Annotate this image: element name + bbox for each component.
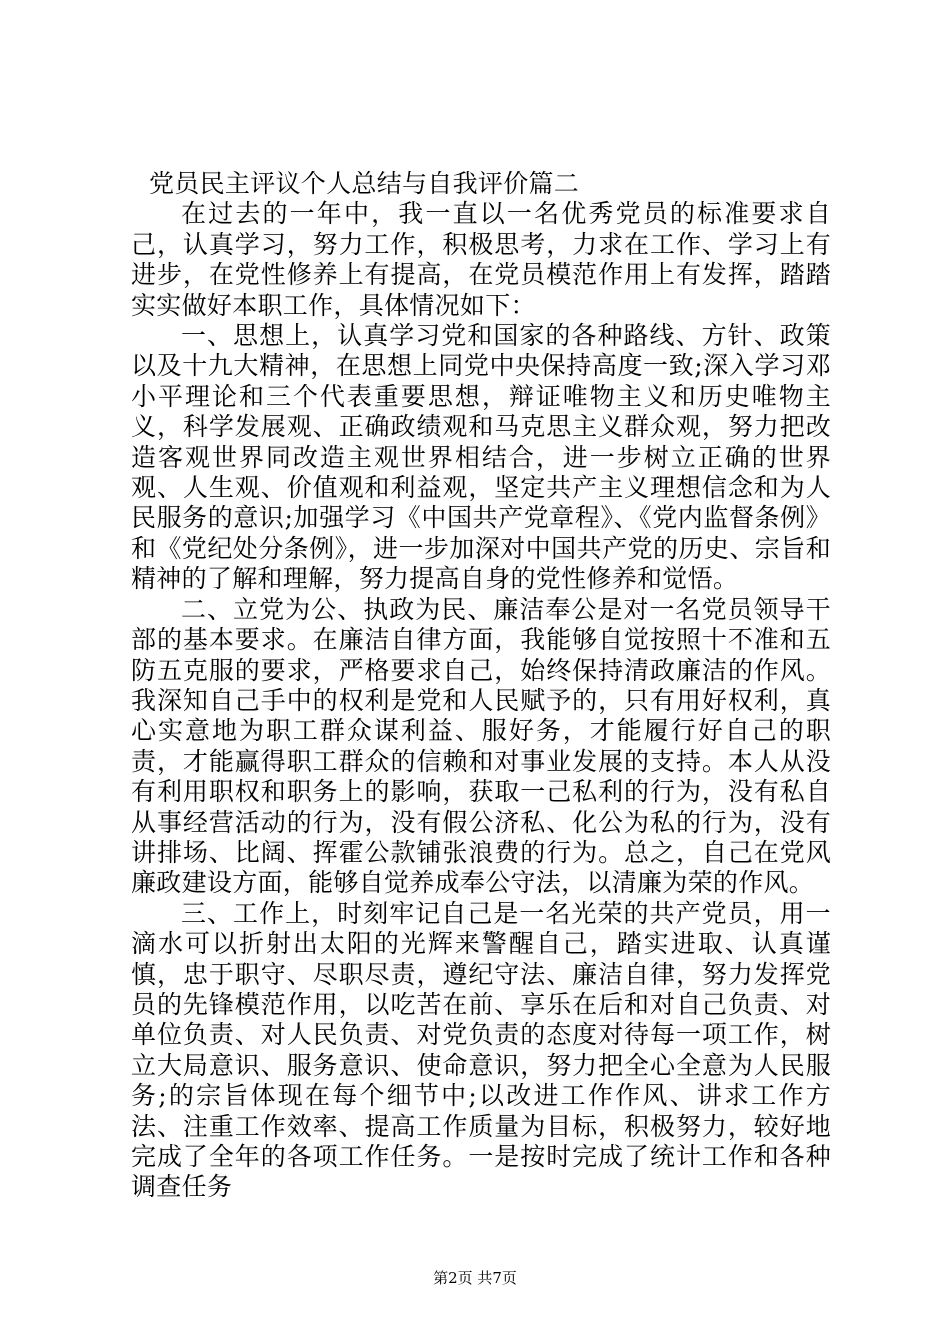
page-number-footer: 第2页 共7页 — [433, 1269, 517, 1287]
paragraph-integrity: 二、立党为公、执政为民、廉洁奉公是对一名党员领导干部的基本要求。在廉洁自律方面，我能够自觉按照十不准和五防五克服的要求，严格要求自己，始终保持清政廉洁的作风。我深知自己手中的权利是党和人民赋予的，只有用好权利，真心实意地为职工群众谋利益、服好务，才能履行好自己的职责，才能赢得职工群众的信赖和对事业发展的支持。本人从没有利用职权和职务上的影响，获取一己私利的行为，没有私自从事经营活动的行为，没有假公济私、化公为私的行为，没有讲排场、比阔、挥霍公款铺张浪费的行为。总之，自己在党风廉政建设方面，能够自觉养成奉公守法，以清廉为荣的作风。 — [131, 594, 831, 898]
paragraph-ideology: 一、思想上，认真学习党和国家的各种路线、方针、政策以及十九大精神，在思想上同党中央保持高度一致;深入学习邓小平理论和三个代表重要思想，辩证唯物主义和历史唯物主义，科学发展观、正确政绩观和马克思主义群众观，努力把改造客观世界同改造主观世界相结合，进一步树立正确的世界观、人生观、价值观和利益观，坚定共产主义理想信念和为人民服务的意识;加强学习《中国共产党章程》、《党内监督条例》和《党纪处分条例》，进一步加深对中国共产党的历史、宗旨和精神的了解和理解，努力提高自身的党性修养和觉悟。 — [131, 321, 831, 594]
document-title: 党员民主评议个人总结与自我评价篇二 — [149, 169, 580, 198]
paragraph-intro: 在过去的一年中，我一直以一名优秀党员的标准要求自己，认真学习，努力工作，积极思考，力求在工作、学习上有进步，在党性修养上有提高，在党员模范作用上有发挥，踏踏实实做好本职工作，具体情况如下： — [131, 199, 831, 320]
paragraph-work: 三、工作上，时刻牢记自己是一名光荣的共产党员，用一滴水可以折射出太阳的光辉来警醒自己，踏实进取、认真谨慎，忠于职守、尽职尽责，遵纪守法、廉洁自律，努力发挥党员的先锋模范作用，以吃苦在前、享乐在后和对自己负责、对单位负责、对人民负责、对党负责的态度对待每一项工作，树立大局意识、服务意识、使命意识，努力把全心全意为人民服务;的宗旨体现在每个细节中;以改进工作作风、讲求工作方法、注重工作效率、提高工作质量为目标，积极努力，较好地完成了全年的各项工作任务。一是按时完成了统计工作和各种调查任务 — [131, 898, 831, 1202]
document-body — [131, 169, 831, 1203]
